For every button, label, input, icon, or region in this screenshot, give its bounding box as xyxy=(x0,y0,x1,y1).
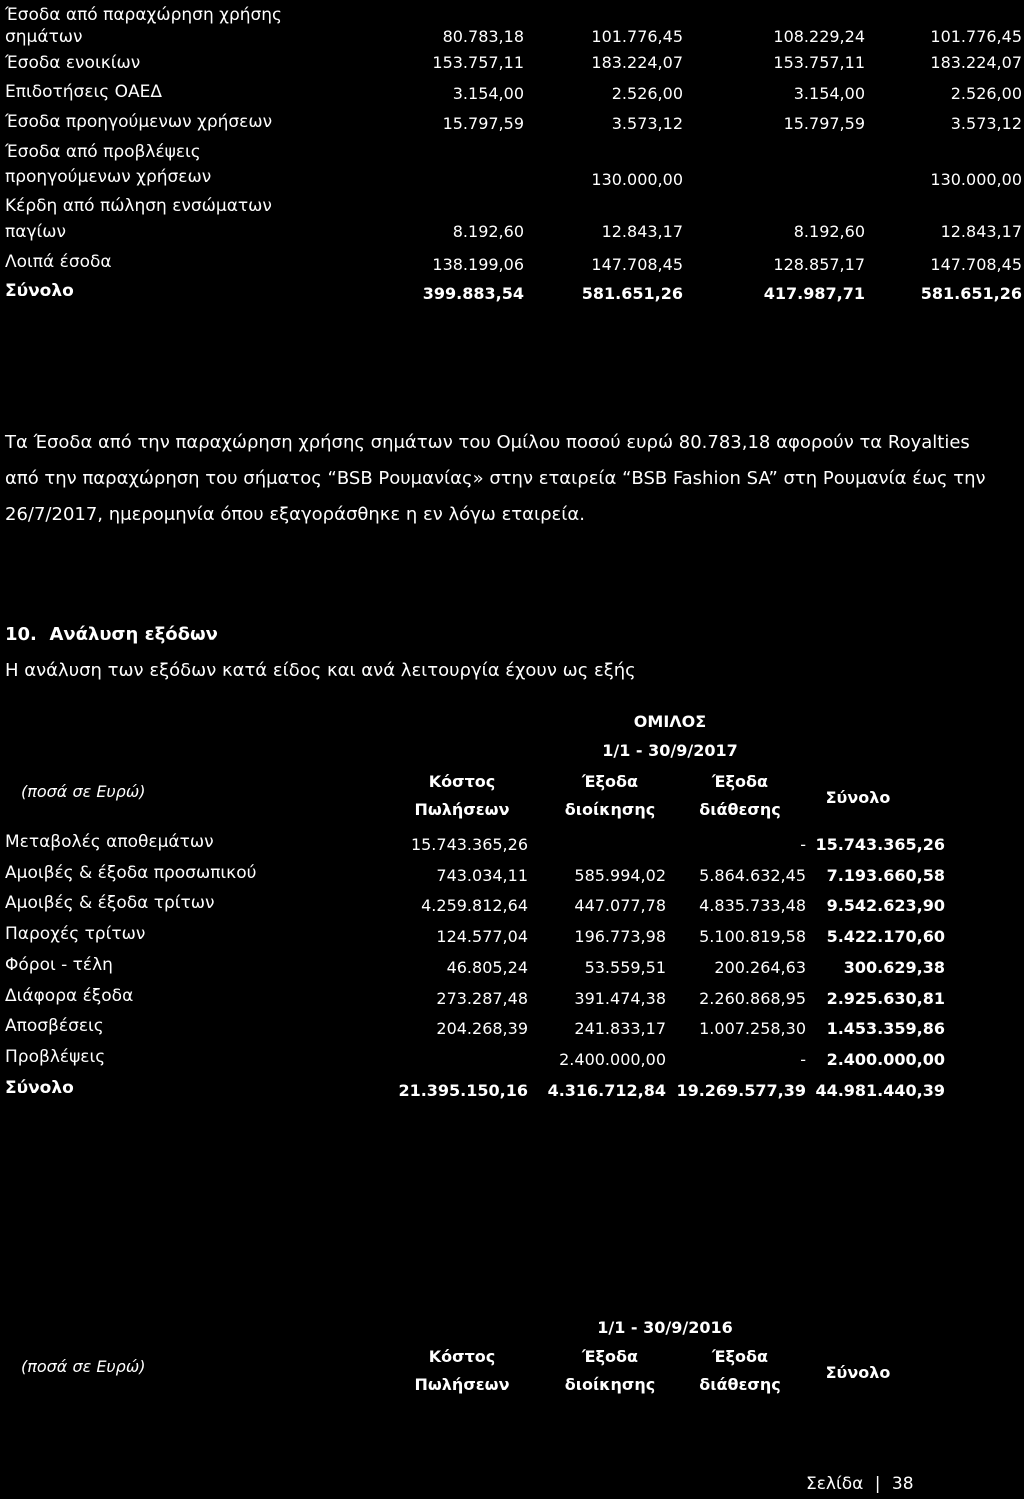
expense-row-value: 2.260.868,95 xyxy=(699,988,806,1008)
income-row-value: 138.199,06 xyxy=(432,255,524,274)
expense-row-label: Σύνολο xyxy=(5,1077,74,1098)
expense-row-value: 124.577,04 xyxy=(436,927,528,947)
section-subtitle: Η ανάλυση των εξόδων κατά είδος και ανά λειτουργία έχουν ως εξής xyxy=(5,660,636,681)
column-header: Κόστος xyxy=(428,772,496,791)
income-row-label: Σύνολο xyxy=(5,281,74,301)
page-footer xyxy=(806,1474,914,1494)
income-row-value: 153.757,11 xyxy=(432,53,524,72)
column-header: Έξοδα xyxy=(582,772,638,791)
column-header: διοίκησης xyxy=(564,800,656,819)
expense-row-label: Αμοιβές & έξοδα προσωπικού xyxy=(5,862,257,883)
column-header: διάθεσης xyxy=(699,1375,781,1394)
expense-row-value: 204.268,39 xyxy=(436,1019,528,1039)
income-row-value: 80.783,18 xyxy=(442,27,524,46)
section-title: Ανάλυση εξόδων xyxy=(49,624,218,645)
page-number: 38 xyxy=(891,1474,914,1494)
page-label: Σελίδα xyxy=(806,1474,864,1494)
income-row-label: παγίων xyxy=(5,222,66,242)
expense-row-value: 300.629,38 xyxy=(843,957,945,977)
income-row-label: Έσοδα προηγούμενων χρήσεων xyxy=(5,112,273,132)
expense-row-value: 46.805,24 xyxy=(446,957,528,977)
expense-row-value: 2.400.000,00 xyxy=(559,1049,666,1069)
expense-row-label: Αμοιβές & έξοδα τρίτων xyxy=(5,893,215,914)
income-row-value: 108.229,24 xyxy=(773,27,865,46)
column-header: διάθεσης xyxy=(699,800,781,819)
expense-row-value: 585.994,02 xyxy=(574,865,666,885)
expense-row-value: - xyxy=(800,835,806,854)
section-number: 10. xyxy=(5,624,37,645)
period-heading-2016: 1/1 - 30/9/2016 xyxy=(597,1318,733,1337)
income-row-label: Κέρδη από πώληση ενσώματων xyxy=(5,196,272,216)
income-row-value: 12.843,17 xyxy=(940,222,1022,241)
expense-row-value: 4.316.712,84 xyxy=(547,1080,666,1100)
income-row-label: Έσοδα από προβλέψεις xyxy=(5,142,201,162)
expense-row-value: 19.269.577,39 xyxy=(676,1080,806,1100)
column-header: Σύνολο xyxy=(825,788,891,807)
expense-row-label: Προβλέψεις xyxy=(5,1046,106,1067)
income-row-value: 147.708,45 xyxy=(930,255,1022,274)
income-row-value: 581.651,26 xyxy=(581,284,683,303)
section-heading xyxy=(5,624,218,645)
income-row-value: 8.192,60 xyxy=(793,222,865,241)
income-row-value: 2.526,00 xyxy=(611,84,683,103)
page-separator: | xyxy=(874,1474,881,1494)
paragraph-line: από την παραχώρηση του σήματος “BSB Ρουμανίας» στην εταιρεία “BSB Fashion SA” στη Ρουμανία έως την xyxy=(5,468,986,489)
income-row-value: 130.000,00 xyxy=(591,170,683,189)
expense-row-value: 241.833,17 xyxy=(574,1019,666,1039)
column-header: Κόστος xyxy=(428,1347,496,1366)
expense-row-value: 1.453.359,86 xyxy=(826,1019,945,1039)
expense-row-value: 1.007.258,30 xyxy=(699,1019,806,1039)
unit-label: (ποσά σε Ευρώ) xyxy=(21,1357,146,1376)
column-header: Έξοδα xyxy=(712,1347,768,1366)
column-header: Έξοδα xyxy=(582,1347,638,1366)
expense-row-value: 5.100.819,58 xyxy=(699,927,806,947)
column-header: Έξοδα xyxy=(712,772,768,791)
column-header: Σύνολο xyxy=(825,1363,891,1382)
income-row-value: 130.000,00 xyxy=(930,170,1022,189)
income-row-value: 2.526,00 xyxy=(950,84,1022,103)
income-row-value: 153.757,11 xyxy=(773,53,865,72)
expense-row-value: 9.542.623,90 xyxy=(826,896,945,916)
expense-row-value: - xyxy=(800,1049,806,1069)
expense-row-label: Αποσβέσεις xyxy=(5,1016,104,1037)
group-heading: ΟΜΙΛΟΣ xyxy=(633,712,707,731)
expense-row-value: 5.864.632,45 xyxy=(699,865,806,885)
expense-row-value: 196.773,98 xyxy=(574,927,666,947)
income-row-value: 183.224,07 xyxy=(591,53,683,72)
column-header: Πωλήσεων xyxy=(414,800,510,819)
unit-label: (ποσά σε Ευρώ) xyxy=(21,782,146,801)
income-row-value: 101.776,45 xyxy=(930,27,1022,46)
income-row-value: 183.224,07 xyxy=(930,53,1022,72)
income-row-value: 15.797,59 xyxy=(442,114,524,133)
income-row-label: σημάτων xyxy=(5,27,83,47)
income-row-value: 15.797,59 xyxy=(783,114,865,133)
expense-row-value: 273.287,48 xyxy=(436,988,528,1008)
expense-row-label: Φόροι - τέλη xyxy=(5,954,113,975)
income-row-label: προηγούμενων χρήσεων xyxy=(5,167,212,187)
expense-row-value: 15.743.365,26 xyxy=(410,835,528,854)
income-row-label: Έσοδα ενοικίων xyxy=(5,53,141,73)
royalties-paragraph xyxy=(5,425,986,533)
income-row-value: 417.987,71 xyxy=(763,284,865,303)
expense-row-value: 447.077,78 xyxy=(574,896,666,916)
expense-row-label: Παροχές τρίτων xyxy=(5,924,146,945)
expense-row-value: 4.259.812,64 xyxy=(421,896,528,916)
income-row-value: 581.651,26 xyxy=(920,284,1022,303)
income-row-value: 3.154,00 xyxy=(452,84,524,103)
income-row-value: 147.708,45 xyxy=(591,255,683,274)
expense-row-value: 743.034,11 xyxy=(436,865,528,885)
expense-row-value: 21.395.150,16 xyxy=(398,1080,528,1100)
column-header: Πωλήσεων xyxy=(414,1375,510,1394)
income-row-value: 8.192,60 xyxy=(452,222,524,241)
paragraph-line: 26/7/2017, ημερομηνία όπου εξαγοράσθηκε η εν λόγω εταιρεία. xyxy=(5,504,585,525)
expense-row-value: 2.925.630,81 xyxy=(826,988,945,1008)
expense-row-value: 5.422.170,60 xyxy=(826,927,945,947)
income-row-value: 3.573,12 xyxy=(950,114,1022,133)
income-row-value: 3.573,12 xyxy=(611,114,683,133)
income-row-label: Επιδοτήσεις ΟΑΕΔ xyxy=(5,82,163,102)
expense-row-value: 391.474,38 xyxy=(574,988,666,1008)
expense-row-value: 44.981.440,39 xyxy=(815,1080,945,1100)
income-row-label: Λοιπά έσοδα xyxy=(5,252,112,272)
expense-row-value: 53.559,51 xyxy=(584,957,666,977)
expense-row-value: 2.400.000,00 xyxy=(826,1049,945,1069)
expense-row-value: 15.743.365,26 xyxy=(815,835,945,854)
paragraph-line: Τα Έσοδα από την παραχώρηση χρήσης σημάτων του Ομίλου ποσού ευρώ 80.783,18 αφορούν τα Royalties xyxy=(5,432,970,453)
expense-row-label: Διάφορα έξοδα xyxy=(5,985,134,1006)
column-header: διοίκησης xyxy=(564,1375,656,1394)
income-row-value: 3.154,00 xyxy=(793,84,865,103)
period-heading-2017: 1/1 - 30/9/2017 xyxy=(602,741,738,760)
income-row-label: Έσοδα από παραχώρηση χρήσης xyxy=(5,5,283,25)
income-row-value: 128.857,17 xyxy=(773,255,865,274)
income-row-value: 399.883,54 xyxy=(422,284,524,303)
expense-row-value: 200.264,63 xyxy=(714,957,806,977)
expense-row-value: 7.193.660,58 xyxy=(826,865,945,885)
income-row-value: 101.776,45 xyxy=(591,27,683,46)
expense-row-value: 4.835.733,48 xyxy=(699,896,806,916)
income-row-value: 12.843,17 xyxy=(601,222,683,241)
expense-row-label: Μεταβολές αποθεμάτων xyxy=(5,832,214,852)
